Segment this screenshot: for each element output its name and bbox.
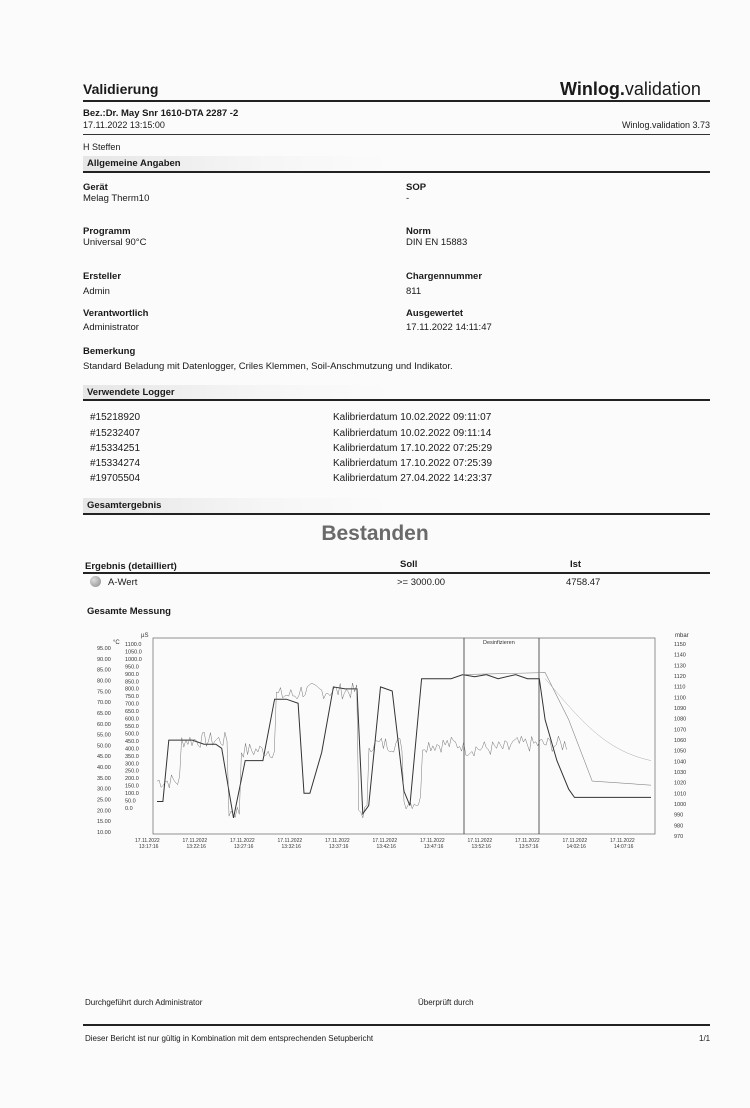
y-tick-us: 250.0 xyxy=(125,768,139,775)
logger-calibration: Kalibrierdatum 10.02.2022 09:11:14 xyxy=(333,428,492,439)
x-tick-date: 17.11.2022 xyxy=(372,838,398,844)
y-tick-mbar: 1110 xyxy=(674,684,686,691)
y-tick-celsius: 80.00 xyxy=(97,678,111,685)
y-tick-celsius: 70.00 xyxy=(97,700,111,707)
y-tick-us: 800.0 xyxy=(125,686,139,693)
y-tick-celsius: 20.00 xyxy=(97,808,111,815)
y-tick-us: 1050.0 xyxy=(125,649,142,656)
x-tick-time: 13:52:16 xyxy=(471,844,491,850)
x-tick-time: 14:02:16 xyxy=(566,844,586,850)
section-result: Gesamtergebnis xyxy=(83,498,391,513)
checked-by: Überprüft durch xyxy=(418,998,474,1007)
x-tick-time: 13:37:16 xyxy=(329,844,349,850)
field-label-evaluated: Ausgewertet xyxy=(406,308,464,319)
y-tick-celsius: 65.00 xyxy=(97,710,111,717)
chart-plot-area xyxy=(153,638,655,834)
y-tick-mbar: 1000 xyxy=(674,802,687,808)
field-label-responsible: Verantwortlich xyxy=(83,308,149,319)
y-tick-celsius: 55.00 xyxy=(97,732,111,739)
y-tick-mbar: 1080 xyxy=(674,716,687,723)
axis-unit-celsius: °C xyxy=(113,640,120,646)
done-by: Durchgeführt durch Administrator xyxy=(85,998,203,1007)
y-tick-celsius: 10.00 xyxy=(97,830,111,836)
field-label-device: Gerät xyxy=(83,182,108,193)
y-tick-mbar: 1050 xyxy=(674,748,687,755)
y-tick-celsius: 95.00 xyxy=(97,646,111,652)
result-detail-header: Ergebnis (detailliert) xyxy=(85,561,177,572)
logger-calibration: Kalibrierdatum 17.10.2022 07:25:39 xyxy=(333,458,493,469)
y-tick-us: 900.0 xyxy=(125,671,139,678)
result-table-rule xyxy=(83,572,710,574)
user-name: H Steffen xyxy=(83,142,121,152)
x-tick-date: 17.11.2022 xyxy=(230,838,255,844)
section-result-rule xyxy=(83,513,710,515)
field-value-sop: - xyxy=(406,193,410,204)
y-tick-us: 850.0 xyxy=(125,679,139,686)
x-tick-time: 13:32:16 xyxy=(281,844,301,850)
x-tick-date: 17.11.2022 xyxy=(325,838,350,844)
field-label-batch: Chargennummer xyxy=(406,271,483,282)
y-tick-celsius: 25.00 xyxy=(97,797,111,804)
y-tick-mbar: 1150 xyxy=(674,642,686,648)
x-tick-time: 13:17:16 xyxy=(139,844,159,850)
y-tick-celsius: 75.00 xyxy=(97,689,111,696)
field-label-program: Programm xyxy=(83,226,131,237)
section-general: Allgemeine Angaben xyxy=(83,156,391,171)
y-tick-mbar: 1030 xyxy=(674,770,687,776)
y-tick-celsius: 15.00 xyxy=(97,819,111,826)
y-tick-us: 550.0 xyxy=(125,724,139,730)
brand-logo xyxy=(560,79,701,100)
y-tick-us: 50.0 xyxy=(125,798,136,805)
measurement-chart-svg xyxy=(95,628,690,856)
y-tick-celsius: 50.00 xyxy=(97,743,111,750)
y-tick-us: 0.0 xyxy=(125,806,133,812)
x-tick-time: 13:47:16 xyxy=(424,844,444,850)
y-tick-us: 500.0 xyxy=(125,731,139,738)
y-tick-us: 750.0 xyxy=(125,694,139,701)
logger-id: #15334274 xyxy=(90,458,141,469)
y-tick-us: 350.0 xyxy=(125,753,139,760)
section-loggers-rule xyxy=(83,399,710,401)
field-label-sop: SOP xyxy=(406,182,427,193)
y-tick-us: 300.0 xyxy=(125,761,139,768)
x-tick-date: 17.11.2022 xyxy=(562,838,588,844)
y-tick-mbar: 1060 xyxy=(674,738,687,744)
remark-label: Bemerkung xyxy=(83,346,136,357)
x-tick-date: 17.11.2022 xyxy=(135,838,160,844)
logger-calibration: Kalibrierdatum 10.02.2022 09:11:07 xyxy=(333,412,492,423)
y-tick-mbar: 1010 xyxy=(674,791,687,798)
y-tick-mbar: 1040 xyxy=(674,759,687,766)
field-value-responsible: Administrator xyxy=(83,322,139,333)
result-row-soll: >= 3000.00 xyxy=(397,577,446,588)
brand-bold: Winlog. xyxy=(560,79,625,99)
result-row-name: A-Wert xyxy=(108,577,138,588)
y-tick-mbar: 1070 xyxy=(674,727,687,734)
y-tick-mbar: 1100 xyxy=(674,695,686,702)
y-tick-celsius: 90.00 xyxy=(97,656,111,663)
y-tick-mbar: 1120 xyxy=(674,674,686,680)
x-tick-date: 17.11.2022 xyxy=(610,838,635,844)
x-tick-time: 13:27:16 xyxy=(234,844,254,850)
x-tick-date: 17.11.2022 xyxy=(277,838,303,844)
reference: Bez.:Dr. May Snr 1610-DTA 2287 -2 xyxy=(83,108,239,119)
field-label-creator: Ersteller xyxy=(83,271,122,282)
footer-note: Dieser Bericht ist nur gültig in Kombination mit dem entsprechenden Setupbericht xyxy=(85,1034,374,1043)
field-value-creator: Admin xyxy=(83,286,110,297)
y-tick-celsius: 30.00 xyxy=(97,786,111,793)
y-tick-celsius: 45.00 xyxy=(97,754,111,761)
report-datetime: 17.11.2022 13:15:00 xyxy=(83,120,165,130)
x-tick-time: 13:22:16 xyxy=(186,844,206,850)
logger-id: #15334251 xyxy=(90,443,141,454)
x-tick-date: 17.11.2022 xyxy=(515,838,540,844)
x-tick-date: 17.11.2022 xyxy=(182,838,208,844)
y-tick-us: 200.0 xyxy=(125,776,139,783)
y-tick-mbar: 1140 xyxy=(674,652,686,659)
field-value-device: Melag Therm10 xyxy=(83,193,150,204)
result-row-ist: 4758.47 xyxy=(566,577,601,588)
series-line-pressure xyxy=(463,673,651,786)
logger-calibration: Kalibrierdatum 17.10.2022 07:25:29 xyxy=(333,443,493,454)
logger-calibration: Kalibrierdatum 27.04.2022 14:23:37 xyxy=(333,473,493,484)
y-tick-us: 1000.0 xyxy=(125,656,142,663)
y-tick-celsius: 60.00 xyxy=(97,721,111,728)
y-tick-mbar: 980 xyxy=(674,823,684,830)
header-rule-2 xyxy=(83,134,710,135)
y-tick-us: 450.0 xyxy=(125,738,139,745)
x-tick-time: 14:07:16 xyxy=(614,844,634,850)
field-value-batch: 811 xyxy=(406,286,422,297)
y-tick-mbar: 1090 xyxy=(674,706,687,712)
field-value-norm: DIN EN 15883 xyxy=(406,237,468,248)
header-rule xyxy=(83,100,710,102)
y-tick-us: 700.0 xyxy=(125,701,139,708)
page-title: Validierung xyxy=(83,81,159,97)
software-version: Winlog.validation 3.73 xyxy=(621,120,710,130)
result-col-ist: Ist xyxy=(570,559,582,570)
y-tick-us: 1100.0 xyxy=(125,642,142,648)
y-tick-mbar: 1020 xyxy=(674,780,687,787)
page-number: 1/1 xyxy=(699,1034,711,1043)
series-line-aux xyxy=(545,679,651,761)
y-tick-us: 150.0 xyxy=(125,783,139,790)
result-check-icon xyxy=(90,576,101,587)
remark-value: Standard Beladung mit Datenlogger, Criles Klemmen, Soil-Anschmutzung und Indikator. xyxy=(83,361,453,372)
y-tick-mbar: 970 xyxy=(674,834,684,840)
result-col-soll: Soll xyxy=(400,559,418,570)
x-tick-time: 13:42:16 xyxy=(376,844,396,850)
y-tick-celsius: 85.00 xyxy=(97,667,111,674)
x-tick-date: 17.11.2022 xyxy=(467,838,493,844)
footer-rule xyxy=(83,1024,710,1026)
y-tick-us: 650.0 xyxy=(125,709,139,716)
axis-unit-us: µS xyxy=(141,633,149,639)
field-value-evaluated: 17.11.2022 14:11:47 xyxy=(406,322,492,333)
section-loggers: Verwendete Logger xyxy=(83,385,391,400)
x-tick-date: 17.11.2022 xyxy=(420,838,445,844)
field-label-norm: Norm xyxy=(406,226,431,237)
section-measurement: Gesamte Messung xyxy=(87,606,171,617)
logger-id: #15232407 xyxy=(90,428,141,439)
brand-light: validation xyxy=(624,79,701,99)
axis-unit-mbar: mbar xyxy=(675,633,689,639)
y-tick-us: 100.0 xyxy=(125,791,139,798)
logger-id: #15218920 xyxy=(90,412,141,423)
y-tick-us: 400.0 xyxy=(125,746,139,753)
measurement-chart xyxy=(95,628,690,856)
result-status: Bestanden xyxy=(321,522,429,545)
y-tick-mbar: 990 xyxy=(674,812,684,819)
y-tick-celsius: 35.00 xyxy=(97,775,111,782)
y-tick-us: 950.0 xyxy=(125,664,139,671)
y-tick-celsius: 40.00 xyxy=(97,765,111,772)
y-tick-mbar: 1130 xyxy=(674,663,686,670)
annotation-desinfizieren: Desinfizieren xyxy=(483,640,515,646)
x-tick-time: 13:57:16 xyxy=(519,844,539,850)
field-value-program: Universal 90°C xyxy=(83,237,147,248)
logger-id: #19705504 xyxy=(90,473,141,484)
y-tick-us: 600.0 xyxy=(125,716,139,723)
section-general-rule xyxy=(83,171,710,173)
